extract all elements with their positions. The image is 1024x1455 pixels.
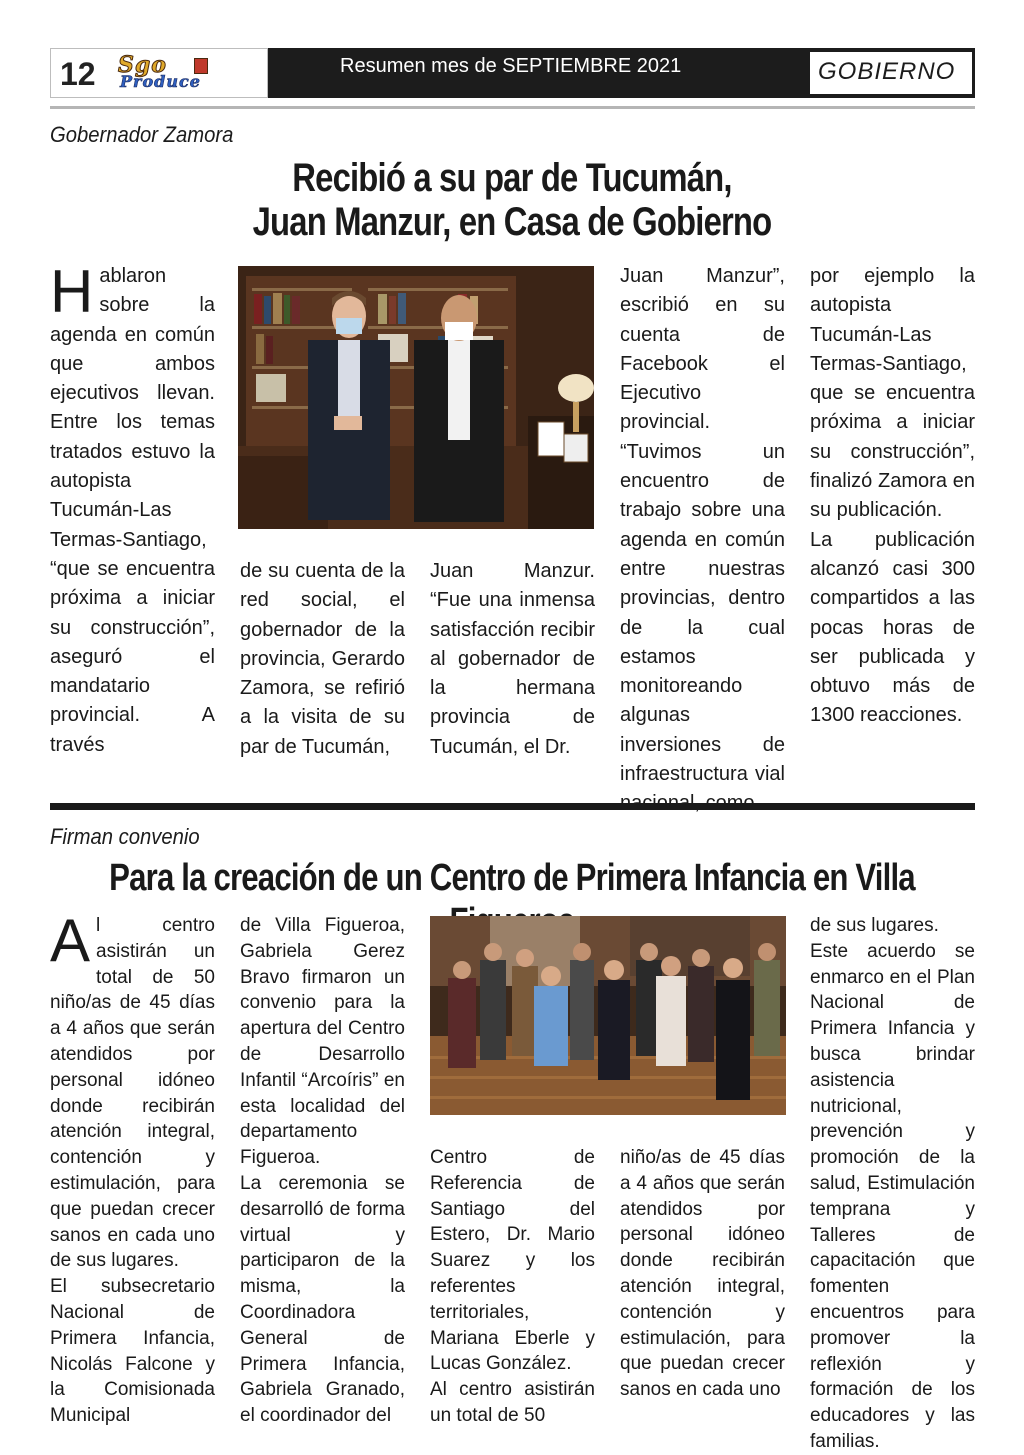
article2-column-3	[430, 1145, 595, 1429]
article1-col4-paragraph-1: Juan Manzur”, escribió en su cuenta de Facebook el Ejecutivo provincial.	[620, 265, 785, 434]
article2-column-2	[240, 913, 405, 1429]
article2-col3-paragraph-2: Al centro asistirán un total de 50	[430, 1379, 595, 1426]
article2-column-1	[50, 907, 215, 1429]
article1-col3-text: Juan Manzur. “Fue una inmensa satisfacción recibir al gobernador de la hermana provincia de Tucumán, el Dr.	[430, 560, 595, 758]
article1-col2-text: de su cuenta de la red social, el gobernador de la provincia, Gerardo Zamora, se refirió a la visita de su par de Tucumán,	[240, 560, 405, 758]
article2-col5-paragraph-2: Este acuerdo se enmarco en el Plan Nacional de Primera Infancia y busca brindar asistencia nutricional, prevención y promoción de la salud, Estimulación temprana y Talleres de capacitación que fomenten encuentros para promover la reflexión y formación de los educadores y las familias.	[810, 940, 975, 1452]
sgo-produce-logo	[114, 54, 260, 94]
article1-col4-paragraph-2: “Tuvimos un encuentro de trabajo sobre una agenda en común entre nuestras provincias, dentro de la cual estamos monitoreando algunas inversiones de infraestructura vial	[620, 440, 785, 786]
article1-column-3	[430, 557, 595, 762]
section-divider	[50, 803, 975, 810]
article2-col1-paragraph-1: l centro asistirán un total de 50 niño/as de 45 días a 4 años que serán atendidos por personal idóneo donde recibirán atención integral, contención y estimulación, para que puedan crecer sanos en cada uno de sus lugares.	[50, 915, 215, 1272]
article2-dropcap: A	[50, 907, 91, 974]
logo-produce-text: Produce	[120, 72, 201, 91]
article2-column-4	[620, 1145, 785, 1403]
article1-column-2	[240, 557, 405, 762]
article2-headline: Para la creación de un Centro de Primera Infancia en Villa	[109, 857, 915, 899]
article2-col3-paragraph-1: Centro de Referencia de Santiago del Estero, Dr. Mario Suarez y los referentes territoriales, Mariana Eberle y Lucas González.	[430, 1147, 595, 1375]
page-number: 12	[60, 56, 96, 92]
article1-column-4	[620, 262, 785, 819]
article1-headline-line2: Juan Manzur, en Casa de Gobierno	[252, 200, 772, 244]
article2-col5-paragraph-1: de sus lugares.	[810, 915, 939, 936]
header-divider	[50, 106, 975, 109]
article2-kicker: Firman convenio	[50, 824, 200, 849]
agreement-group-photo	[430, 916, 786, 1115]
article1-col1-text: ablaron sobre la agenda en común que ambos ejecutivos llevan. Entre los temas tratados estuvo la autopista Tucumán-Las Termas-Santiago, “que se encuentra próxima a iniciar su construcción”, aseguró el mandatario provincial. A través	[50, 265, 215, 756]
article2-col2-paragraph-2: La ceremonia se desarrolló de forma virtual y participaron de la misma, la Coordinadora General de Primera Infancia, Gabriela Granado, el coordinador del	[240, 1172, 405, 1427]
article2-col1-paragraph-2: El subsecretario Nacional de Primera Infancia, Nicolás Falcone y la Comisionada Municipal	[50, 1276, 215, 1427]
article2-column-5	[810, 913, 975, 1455]
section-label: GOBIERNO	[818, 58, 956, 85]
logo-sgo-text: Sgo	[118, 52, 167, 78]
article1-column-1	[50, 258, 215, 760]
issue-title: Resumen mes de SEPTIEMBRE 2021	[340, 55, 682, 77]
article2-col4-text: niño/as de 45 días a 4 años que serán atendidos por personal idóneo donde recibirán atención integral, contención y estimulación, para que puedan crecer sanos en cada uno	[620, 1147, 785, 1401]
article1-col5-paragraph-1: por ejemplo la autopista Tucumán-Las Termas-Santiago, que se encuentra próxima a iniciar su construcción”, finalizó Zamora en su publicación.	[810, 265, 975, 522]
article1-headline-line1: Recibió a su par de Tucumán,	[292, 156, 732, 200]
article1-dropcap: H	[50, 258, 94, 325]
governors-meeting-photo	[238, 266, 594, 529]
article1-column-5	[810, 262, 975, 731]
article1-kicker: Gobernador Zamora	[50, 122, 234, 147]
article2-col2-paragraph-1: de Villa Figueroa, Gabriela Gerez Bravo firmaron un convenio para la apertura del Centro de Desarrollo Infantil “Arcoíris” en esta localidad del departamento Figueroa.	[240, 915, 405, 1169]
article1-col5-paragraph-2: La publicación alcanzó casi 300 compartidos a las pocas horas de ser publicada y obtuvo más de 1300 reacciones.	[810, 528, 975, 727]
